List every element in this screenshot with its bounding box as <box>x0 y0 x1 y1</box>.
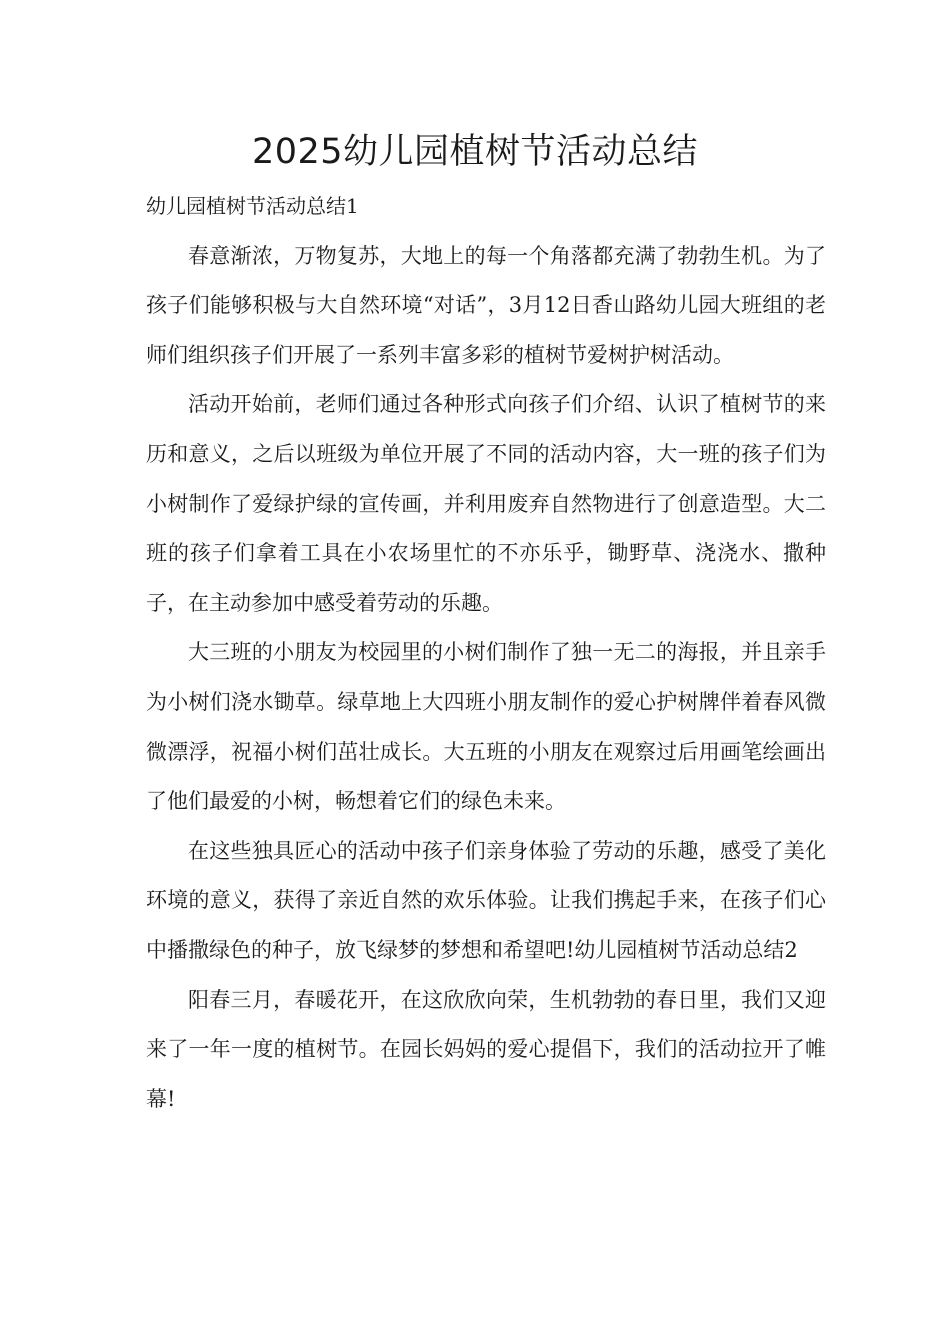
section-heading: 幼儿园植树节活动总结1 <box>146 194 359 218</box>
document-body <box>146 182 826 1124</box>
paragraph-2: 活动开始前，老师们通过各种形式向孩子们介绍、认识了植树节的来历和意义，之后以班级为单位开展了不同的活动内容，大一班的孩子们为小树制作了爱绿护绿的宣传画，并利用废弃自然物进行了创意造型。大二班的孩子们拿着工具在小农场里忙的不亦乐乎，锄野草、浇浇水、撒种子，在主动参加中感受着劳动的乐趣。 <box>146 392 826 615</box>
paragraph-1: 春意渐浓，万物复苏，大地上的每一个角落都充满了勃勃生机。为了孩子们能够积极与大自然环境“对话”，3月12日香山路幼儿园大班组的老师们组织孩子们开展了一系列丰富多彩的植树节爱树护树活动。 <box>146 243 826 367</box>
paragraph-5: 阳春三月，春暖花开，在这欣欣向荣，生机勃勃的春日里，我们又迎来了一年一度的植树节。在园长妈妈的爱心提倡下，我们的活动拉开了帷幕! <box>146 987 826 1111</box>
paragraph-4: 在这些独具匠心的活动中孩子们亲身体验了劳动的乐趣，感受了美化环境的意义，获得了亲近自然的欢乐体验。让我们携起手来，在孩子们心中播撒绿色的种子，放飞绿梦的梦想和希望吧!幼儿园植树节活动总结2 <box>146 838 826 962</box>
document-title: 2025幼儿园植树节活动总结 <box>251 132 699 172</box>
paragraph-3: 大三班的小朋友为校园里的小树们制作了独一无二的海报，并且亲手为小树们浇水锄草。绿草地上大四班小朋友制作的爱心护树牌伴着春风微微漂浮，祝福小树们茁壮成长。大五班的小朋友在观察过后用画笔绘画出了他们最爱的小树，畅想着它们的绿色未来。 <box>146 640 826 814</box>
